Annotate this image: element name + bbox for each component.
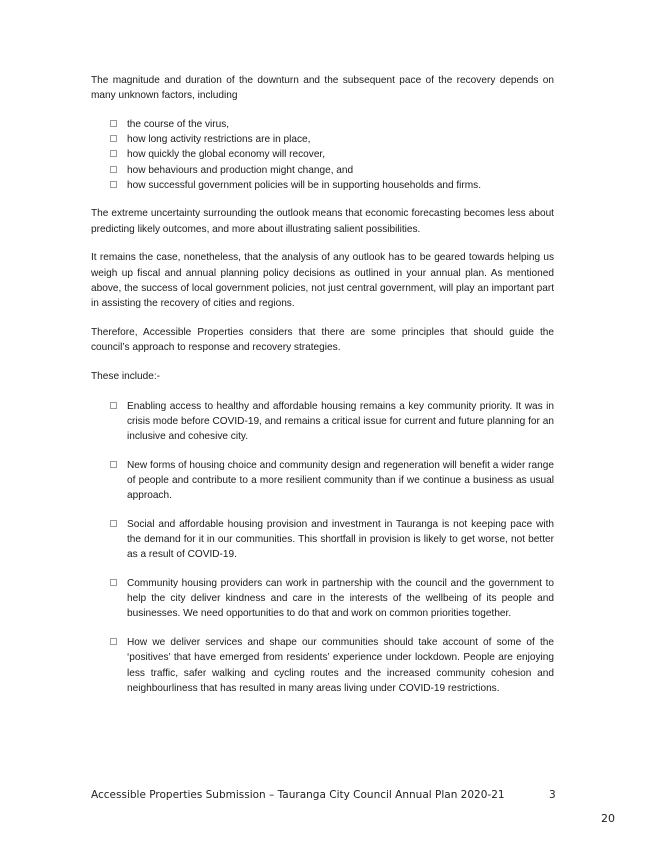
list-item: how behaviours and production might change, and: [110, 163, 554, 178]
uncertainty-paragraph: The extreme uncertainty surrounding the outlook means that economic forecasting becomes less about predicting likely outcomes, and more about illustrating salient possibilities.: [91, 208, 554, 235]
checkbox-bullet-icon: [110, 150, 117, 157]
intro-paragraph: The magnitude and duration of the downturn and the subsequent pace of the recovery depends on many unknown factors, including: [91, 75, 554, 102]
factors-list: [91, 117, 554, 193]
checkbox-bullet-icon: [110, 135, 117, 142]
list-item: how successful government policies will be in supporting households and firms.: [110, 178, 554, 193]
list-item: Community housing providers can work in partnership with the council and the government to help the city deliver kindness and care in the interests of the wellbeing of its people and businesses. We need opportunities to do that and work on common priorities together.: [110, 576, 554, 622]
checkbox-bullet-icon: [110, 520, 117, 527]
checkbox-bullet-icon: [110, 461, 117, 468]
checkbox-bullet-icon: [110, 638, 117, 645]
checkbox-bullet-icon: [110, 120, 117, 127]
analysis-paragraph: It remains the case, nonetheless, that the analysis of any outlook has to be geared towards helping us weigh up fiscal and annual planning policy decisions as outlined in your annual plan. As mentioned above, the success of local government policies, not just central government, will play an important part in assisting the recovery of cities and regions.: [91, 252, 554, 309]
list-item: New forms of housing choice and community design and regeneration will benefit a wider range of people and contribute to a more resilient community than if we continue a business as usual approach.: [110, 458, 554, 504]
checkbox-bullet-icon: [110, 181, 117, 188]
checkbox-bullet-icon: [110, 579, 117, 586]
list-item: How we deliver services and shape our communities should take account of some of the ‘positives’ that have emerged from residents’ experience under lockdown. People are enjoying less traffic, safer walking and cycling routes and the increased community cohesion and neighbourliness that has resulted in many areas living under COVID-19 restrictions.: [110, 635, 554, 696]
principles-intro-paragraph: Therefore, Accessible Properties considers that there are some principles that should guide the council’s approach to response and recovery strategies.: [91, 326, 554, 353]
principles-list: [91, 399, 554, 696]
list-item: Enabling access to healthy and affordable housing remains a key community priority. It was in crisis mode before COVID-19, and remains a critical issue for current and future planning for an inclusive and cohesive city.: [110, 399, 554, 445]
these-include-label: These include:-: [91, 370, 161, 382]
page-number: 20: [601, 812, 615, 825]
list-item: how quickly the global economy will recover,: [110, 147, 554, 162]
page-content: [91, 73, 554, 710]
checkbox-bullet-icon: [110, 166, 117, 173]
footer-page-number: 3: [549, 789, 556, 801]
checkbox-bullet-icon: [110, 402, 117, 409]
list-item: Social and affordable housing provision and investment in Tauranga is not keeping pace with the demand for it in our communities. This shortfall in provision is likely to get worse, not better as a result of COVID-19.: [110, 517, 554, 563]
footer-text: Accessible Properties Submission – Tauranga City Council Annual Plan 2020-21: [91, 789, 505, 801]
list-item: how long activity restrictions are in place,: [110, 132, 554, 147]
list-item: the course of the virus,: [110, 117, 554, 132]
